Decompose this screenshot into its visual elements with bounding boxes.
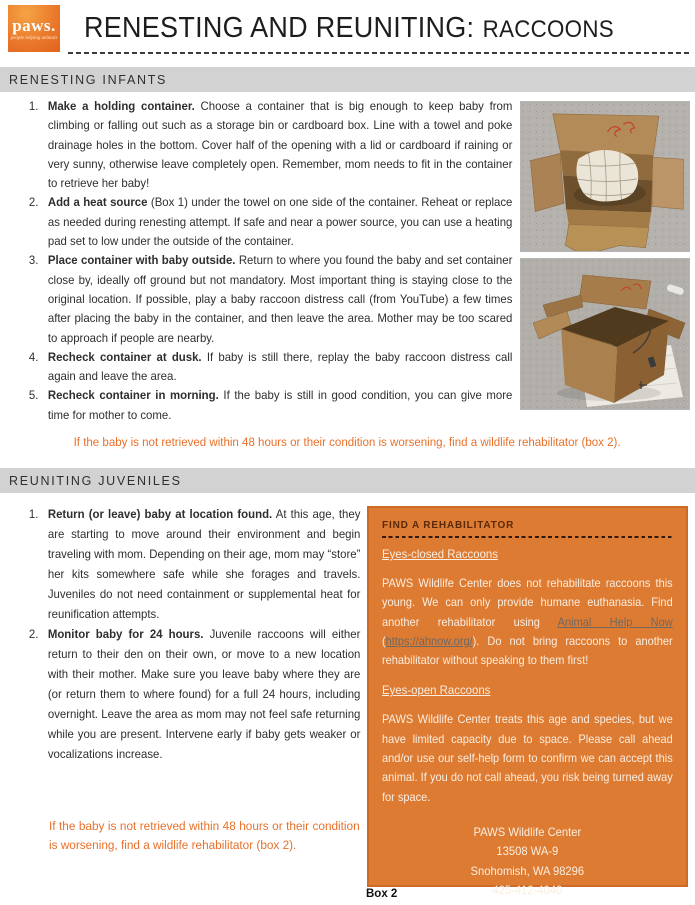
renesting-warning-note xyxy=(0,435,695,449)
eyes-closed-paragraph xyxy=(382,574,673,670)
renesting-steps-list xyxy=(26,97,512,425)
list-item xyxy=(26,386,512,425)
list-item xyxy=(26,348,512,387)
list-item xyxy=(26,251,512,347)
renesting-warning-text: If the baby is not retrieved within 48 hours or their condition is worsening, find a wildlife rehabilitator (box 2). xyxy=(73,435,621,449)
title-dashed-rule xyxy=(68,52,689,54)
list-item-body: Return to where you found the baby and set container close by, ideally off ground but not mandatory. Most important thing is staying close to the original location. If possible, play a baby raccoon distress call (from YouTube) a few times after placing the baby in the container, and then leave the area. Mother may be too scared to approach if people are nearby. xyxy=(47,253,513,345)
photo-open-box-angled-view xyxy=(520,258,690,410)
address-name: PAWS Wildlife Center xyxy=(473,824,582,839)
list-item-body: Choose a container that is big enough to keep baby from climbing or falling out such as a storage bin or cardboard box. Line with a towel and poke drainage holes in the bottom. Cover half of the opening with a lid or cardboard if raining or very sunny, otherwise leave completely open. Remember, mom needs to fit in the container to retrieve her baby! xyxy=(47,99,513,191)
list-item-lead: Return (or leave) baby at location found. xyxy=(47,507,273,521)
reuniting-steps-list xyxy=(26,504,360,764)
section-heading-reuniting-juveniles xyxy=(0,468,695,493)
list-item xyxy=(26,504,360,624)
list-item xyxy=(26,624,360,764)
list-item-number: 2. xyxy=(28,627,39,641)
list-item-lead: Monitor baby for 24 hours. xyxy=(47,627,204,641)
list-item-lead: Add a heat source xyxy=(47,195,148,210)
paws-logo xyxy=(8,5,60,52)
list-item-number: 3. xyxy=(28,253,39,268)
paragraph-text: PAWS Wildlife Center does not rehabilitate raccoons this young. We can only provide humane euthanasia. Find another rehabilitator using xyxy=(382,577,673,629)
paws-center-address xyxy=(382,823,673,900)
list-item-number: 4. xyxy=(28,349,39,364)
list-item-body: At this age, they are starting to move around their environment and begin traveling with mom. Depending on their age, mom may “store” her kits somewhere safe while she forages and travels. Juveniles do not need containment or supplemental heat for reunification attempts. xyxy=(47,507,361,621)
photo-open-box-towel-top-view xyxy=(520,101,690,252)
box2-caption: Box 2 xyxy=(366,888,398,900)
section-heading-renesting-infants xyxy=(0,67,695,92)
list-item xyxy=(26,193,512,251)
page-title-main: RENESTING AND REUNITING: xyxy=(84,12,475,44)
list-item-number: 2. xyxy=(28,195,39,210)
animal-help-now-link[interactable]: Animal Help Now xyxy=(557,615,673,629)
address-city: Snohomish, WA 98296 xyxy=(470,863,585,878)
list-item-number: 1. xyxy=(28,507,39,521)
list-item-lead: Recheck container in morning. xyxy=(47,388,219,403)
page-title xyxy=(84,12,642,45)
address-phone: 425-412-4040 xyxy=(492,882,563,897)
list-item-body: If baby is still there, replay the baby raccoon distress call again and leave the area. xyxy=(47,349,513,384)
paws-logo-text: paws. xyxy=(12,15,56,35)
list-item-lead: Recheck container at dusk. xyxy=(47,349,202,364)
list-item-body: Juvenile raccoons will either return to their den on their own, or move to a new location with their mother. Make sure you leave baby where they are (or return them to where found) for a full 24 hours, including overnight. Leave the area as mom may not feel safe returning while you are present. Intervene early if baby gets weaker or vocalizations increase. xyxy=(47,627,361,761)
paragraph-text: ( xyxy=(382,634,386,648)
list-item-number: 1. xyxy=(28,99,39,113)
rehab-box-title: FIND A REHABILITATOR xyxy=(382,519,515,531)
reuniting-warning-note: If the baby is not retrieved within 48 hours or their condition is worsening, find a wildlife rehabilitator (box 2). xyxy=(49,819,360,853)
eyes-closed-subheading: Eyes-closed Raccoons xyxy=(382,547,498,561)
paragraph-text: ). Do not bring raccoons to another rehabilitator without speaking to them first! xyxy=(382,634,673,668)
list-item xyxy=(26,97,512,193)
section-heading-label: RENESTING INFANTS xyxy=(9,72,168,87)
eyes-open-subheading: Eyes-open Raccoons xyxy=(382,683,491,698)
list-item-lead: Place container with baby outside. xyxy=(47,253,236,268)
list-item-number: 5. xyxy=(28,388,39,403)
ahnow-url-link[interactable]: https://ahnow.org/ xyxy=(385,634,473,648)
list-item-body: If the baby is still in good condition, you can give more time for mother to come. xyxy=(47,388,513,422)
rehab-box-dashed-rule xyxy=(382,536,673,538)
address-street: 13508 WA-9 xyxy=(496,844,559,859)
section-heading-label: REUNITING JUVENILES xyxy=(9,473,182,488)
paws-logo-tagline: people helping animals xyxy=(10,35,58,41)
eyes-open-paragraph: PAWS Wildlife Center treats this age and species, but we have limited capacity due to space. Please call ahead and/or use our self-help form to confirm we can accept this animal. If you do not call ahead, you risk being turned away for space. xyxy=(382,713,673,804)
page-title-suffix: RACCOONS xyxy=(482,16,614,43)
list-item-lead: Make a holding container. xyxy=(47,99,195,113)
list-item-body: (Box 1) under the towel on one side of the container. Reheat or replace as needed during renesting attempt. If safe and near a power source, you can use a heating pad set to low under the outside of the container. xyxy=(47,195,513,249)
